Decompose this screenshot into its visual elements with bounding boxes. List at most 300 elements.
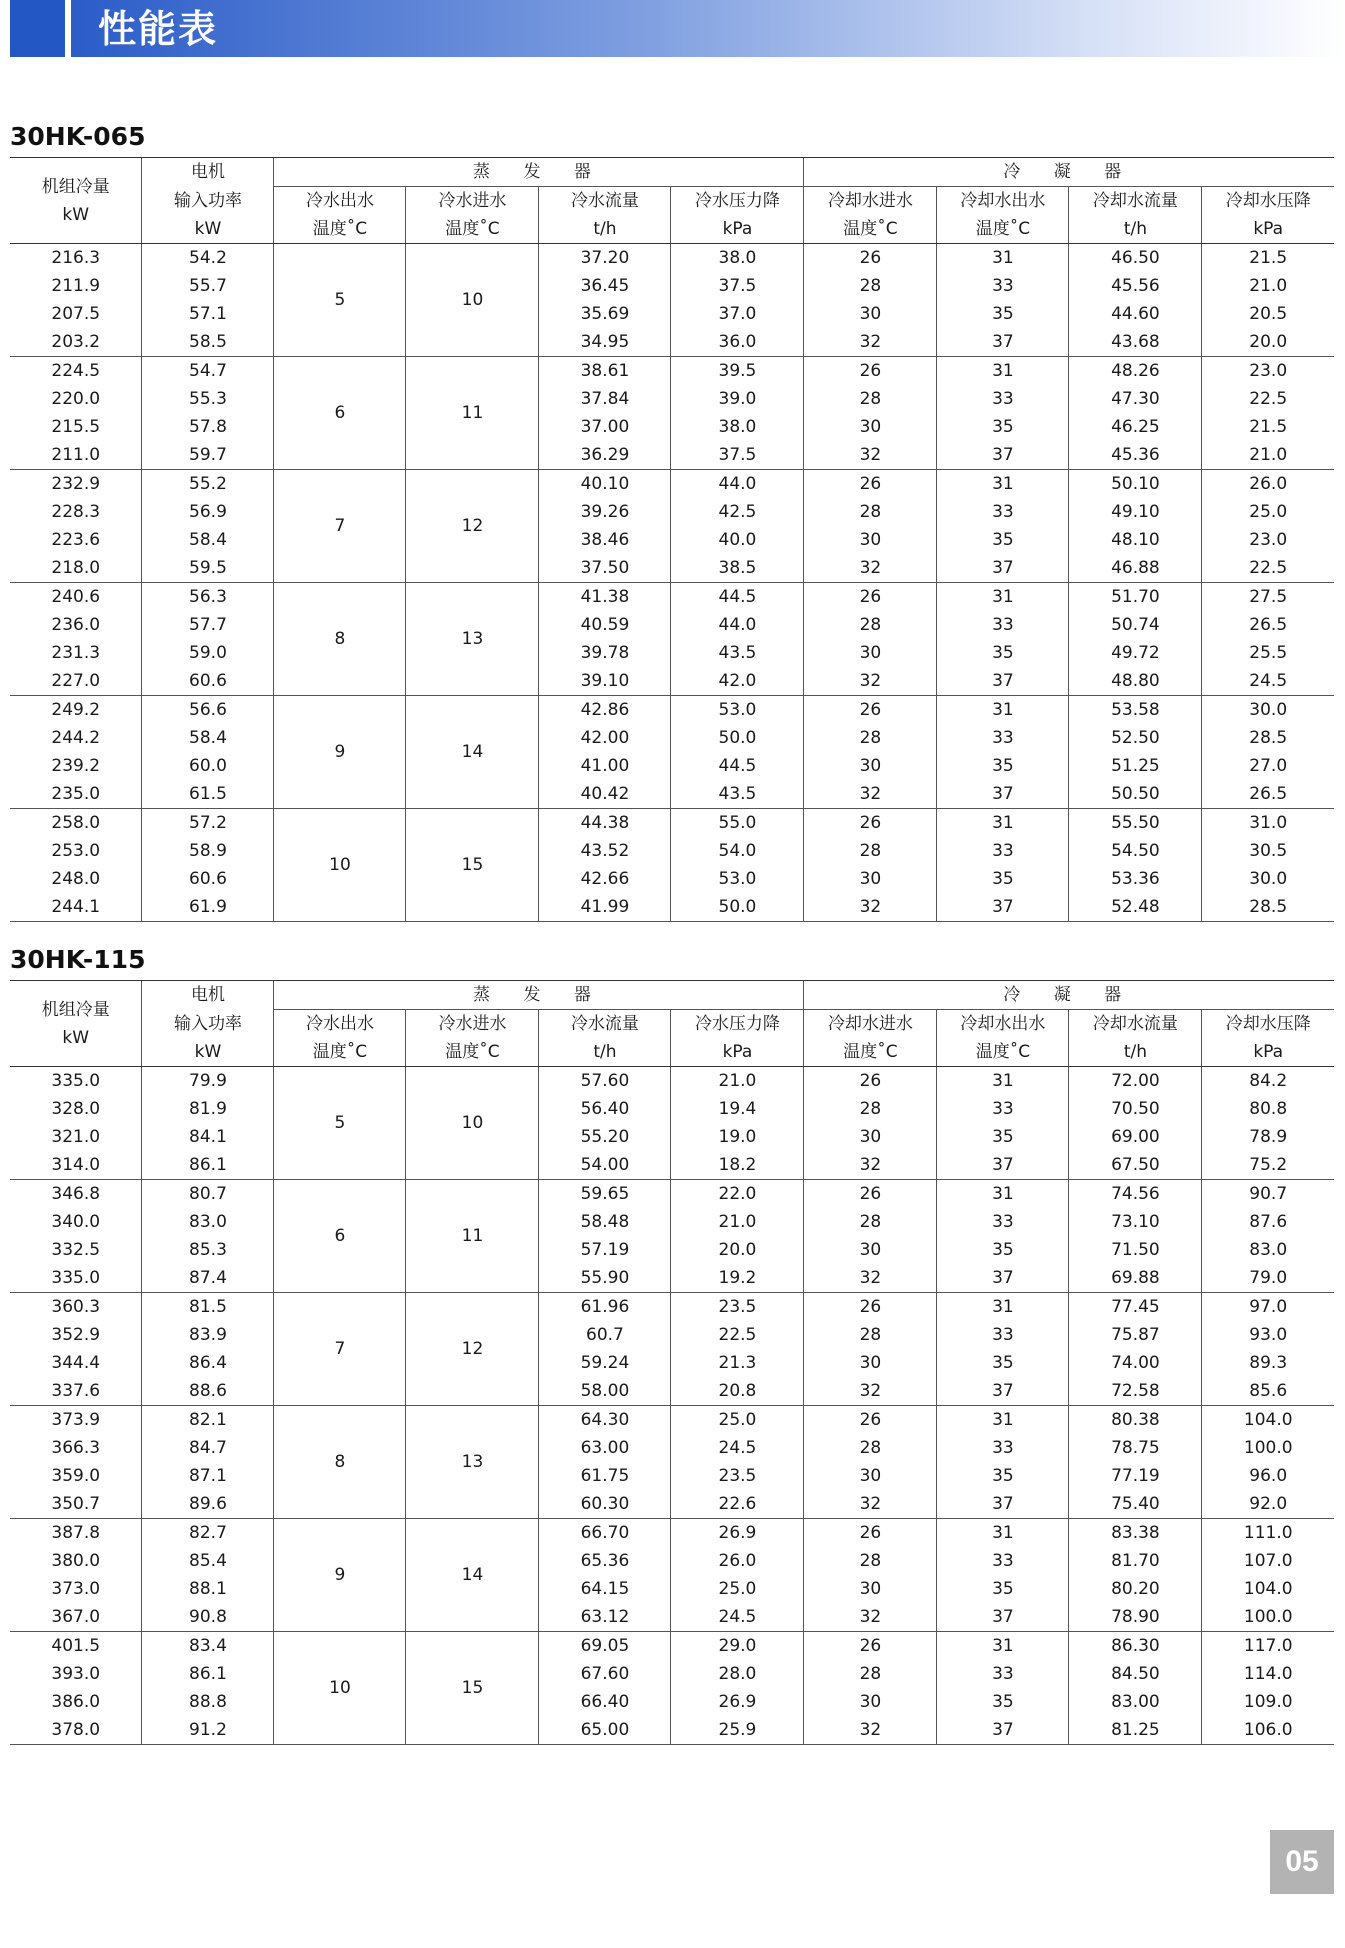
cell-motor-power: 86.4	[142, 1349, 274, 1377]
cell-cooling-out-temp: 35	[937, 865, 1069, 893]
cell-chilled-flow: 59.24	[539, 1349, 671, 1377]
cell-cooling-flow: 72.00	[1069, 1067, 1202, 1096]
cell-cooling-flow: 73.10	[1069, 1208, 1202, 1236]
cell-cooling-pressure-drop: 107.0	[1202, 1547, 1334, 1575]
cell-cooling-flow: 81.25	[1069, 1716, 1202, 1745]
cell-chilled-flow: 69.05	[539, 1632, 671, 1661]
header-motor: 电机	[142, 981, 274, 1010]
cell-cooling-out-temp: 31	[937, 809, 1069, 838]
page-title: 性能表	[98, 7, 219, 51]
cell-capacity: 380.0	[51, 1551, 101, 1571]
cell-cooling-pressure-drop: 104.0	[1202, 1406, 1334, 1435]
header-evap-col: 冷水流量	[539, 1010, 671, 1039]
cell-cooling-flow: 49.10	[1069, 498, 1202, 526]
cell-chilled-flow: 66.40	[539, 1688, 671, 1716]
table-row	[10, 413, 1334, 441]
cell-chilled-in-temp: 14	[406, 1519, 539, 1632]
table-row	[10, 554, 1334, 583]
cell-chilled-pressure-drop: 53.0	[671, 865, 804, 893]
cell-cooling-out-temp: 35	[937, 1123, 1069, 1151]
cell-chilled-pressure-drop: 18.2	[671, 1151, 804, 1180]
cell-cooling-flow: 45.36	[1069, 441, 1202, 470]
cell-chilled-pressure-drop: 54.0	[671, 837, 804, 865]
table-row	[10, 1236, 1334, 1264]
cell-cooling-in-temp: 26	[804, 583, 937, 612]
cell-chilled-in-temp: 11	[406, 1180, 539, 1293]
cell-cooling-in-temp: 32	[804, 1264, 937, 1293]
cell-chilled-pressure-drop: 24.5	[671, 1603, 804, 1632]
cell-chilled-flow: 37.00	[539, 413, 671, 441]
cell-cooling-in-temp: 32	[804, 1490, 937, 1519]
cell-motor-power: 84.1	[142, 1123, 274, 1151]
cell-cooling-flow: 50.50	[1069, 780, 1202, 809]
cell-capacity: 216.3	[51, 248, 101, 268]
cell-chilled-pressure-drop: 39.0	[671, 385, 804, 413]
cell-capacity: 387.8	[51, 1523, 101, 1543]
header-evap-unit: t/h	[539, 1038, 671, 1067]
cell-capacity: 346.8	[51, 1184, 101, 1204]
cell-capacity: 244.1	[10, 893, 142, 922]
cell-cooling-out-temp: 35	[937, 1462, 1069, 1490]
cell-cooling-in-temp: 26	[804, 244, 937, 273]
cell-cooling-flow: 71.50	[1069, 1236, 1202, 1264]
cell-chilled-out-temp: 10	[274, 1632, 406, 1745]
table-row	[10, 498, 1334, 526]
cell-chilled-pressure-drop: 29.0	[671, 1632, 804, 1661]
cell-chilled-in-temp: 11	[406, 357, 539, 470]
header-motor-sub: 输入功率	[142, 187, 274, 216]
cell-cooling-in-temp: 30	[804, 300, 937, 328]
cell-cooling-pressure-drop: 26.5	[1202, 780, 1334, 809]
cell-chilled-flow: 57.19	[539, 1236, 671, 1264]
cell-capacity: 215.5	[51, 417, 101, 437]
table-row	[10, 1688, 1334, 1716]
cell-cooling-in-temp: 28	[804, 1208, 937, 1236]
cell-cooling-pressure-drop: 75.2	[1202, 1151, 1334, 1180]
cell-cooling-out-temp: 35	[937, 526, 1069, 554]
header-row	[10, 158, 1334, 187]
model-title-2: 30HK-115	[10, 945, 146, 974]
cell-motor-power: 57.1	[142, 300, 274, 328]
cell-cooling-out-temp: 31	[937, 696, 1069, 725]
header-condenser: 冷 凝 器	[804, 981, 1334, 1010]
cell-chilled-flow: 65.36	[539, 1547, 671, 1575]
cell-cooling-flow: 70.50	[1069, 1095, 1202, 1123]
cell-chilled-pressure-drop: 37.5	[671, 272, 804, 300]
cell-capacity: 314.0	[10, 1151, 142, 1180]
header-motor-sub: 输入功率	[142, 1010, 274, 1039]
cell-chilled-out-temp: 7	[274, 470, 406, 583]
cell-chilled-flow: 39.10	[539, 667, 671, 696]
cell-cooling-pressure-drop: 100.0	[1202, 1434, 1334, 1462]
cell-chilled-pressure-drop: 38.0	[671, 413, 804, 441]
cell-cooling-pressure-drop: 106.0	[1202, 1716, 1334, 1745]
cell-cooling-in-temp: 30	[804, 1462, 937, 1490]
cell-capacity: 321.0	[51, 1127, 101, 1147]
cell-capacity: 223.6	[51, 530, 101, 550]
cell-capacity: 228.3	[51, 502, 101, 522]
header-gradient-bar	[71, 0, 1345, 57]
cell-chilled-flow: 57.60	[539, 1067, 671, 1096]
header-row	[10, 187, 1334, 216]
cell-cooling-flow: 48.10	[1069, 526, 1202, 554]
cell-chilled-flow: 40.10	[539, 470, 671, 499]
cell-cooling-out-temp: 35	[937, 752, 1069, 780]
cell-chilled-pressure-drop: 21.0	[671, 1067, 804, 1096]
cell-cooling-out-temp: 37	[937, 780, 1069, 809]
header-evap-col: 冷水出水	[274, 1010, 406, 1039]
cell-chilled-in-temp: 13	[406, 583, 539, 696]
cell-chilled-flow: 65.00	[539, 1716, 671, 1745]
header-evap-col: 冷水进水	[406, 1010, 539, 1039]
cell-chilled-flow: 41.00	[539, 752, 671, 780]
cell-chilled-flow: 39.26	[539, 498, 671, 526]
cell-chilled-pressure-drop: 24.5	[671, 1434, 804, 1462]
cell-cooling-out-temp: 37	[937, 1716, 1069, 1745]
header-cond-col: 冷却水出水	[937, 1010, 1069, 1039]
header-evap-col: 冷水压力降	[671, 187, 804, 216]
cell-cooling-flow: 74.56	[1069, 1180, 1202, 1209]
table-row	[10, 441, 1334, 470]
cell-cooling-pressure-drop: 79.0	[1202, 1264, 1334, 1293]
cell-cooling-out-temp: 35	[937, 1236, 1069, 1264]
cell-cooling-pressure-drop: 30.0	[1202, 696, 1334, 725]
table-row	[10, 1547, 1334, 1575]
cell-cooling-out-temp: 33	[937, 1660, 1069, 1688]
cell-chilled-pressure-drop: 26.0	[671, 1547, 804, 1575]
cell-chilled-pressure-drop: 37.0	[671, 300, 804, 328]
cell-chilled-pressure-drop: 55.0	[671, 809, 804, 838]
cell-cooling-out-temp: 37	[937, 667, 1069, 696]
cell-cooling-in-temp: 28	[804, 1660, 937, 1688]
table-row	[10, 1462, 1334, 1490]
cell-cooling-pressure-drop: 80.8	[1202, 1095, 1334, 1123]
cell-capacity: 239.2	[51, 756, 101, 776]
cell-cooling-in-temp: 30	[804, 1688, 937, 1716]
cell-capacity: 203.2	[10, 328, 142, 357]
cell-chilled-pressure-drop: 36.0	[671, 328, 804, 357]
cell-cooling-out-temp: 31	[937, 470, 1069, 499]
cell-cooling-in-temp: 28	[804, 1321, 937, 1349]
table-row	[10, 837, 1334, 865]
cell-motor-power: 88.6	[142, 1377, 274, 1406]
model-title-1: 30HK-065	[10, 122, 146, 151]
cell-cooling-pressure-drop: 104.0	[1202, 1575, 1334, 1603]
cell-chilled-flow: 34.95	[539, 328, 671, 357]
cell-cooling-pressure-drop: 117.0	[1202, 1632, 1334, 1661]
cell-cooling-in-temp: 32	[804, 441, 937, 470]
header-capacity	[10, 158, 142, 244]
cell-cooling-out-temp: 31	[937, 1067, 1069, 1096]
header-evaporator: 蒸 发 器	[274, 981, 804, 1010]
cell-cooling-out-temp: 37	[937, 893, 1069, 922]
cell-cooling-in-temp: 26	[804, 1067, 937, 1096]
header-cond-col: 冷却水压降	[1202, 1010, 1334, 1039]
cell-cooling-pressure-drop: 28.5	[1202, 893, 1334, 922]
cell-chilled-flow: 37.84	[539, 385, 671, 413]
header-cond-col: 冷却水出水	[937, 187, 1069, 216]
cell-cooling-flow: 50.10	[1069, 470, 1202, 499]
cell-motor-power: 85.4	[142, 1547, 274, 1575]
cell-chilled-pressure-drop: 21.0	[671, 1208, 804, 1236]
cell-motor-power: 88.8	[142, 1688, 274, 1716]
header-evap-unit: kPa	[671, 1038, 804, 1067]
table-row	[10, 470, 1334, 499]
cell-cooling-flow: 51.70	[1069, 583, 1202, 612]
cell-motor-power: 60.0	[142, 752, 274, 780]
cell-cooling-flow: 83.00	[1069, 1688, 1202, 1716]
cell-chilled-pressure-drop: 22.6	[671, 1490, 804, 1519]
cell-cooling-in-temp: 26	[804, 1293, 937, 1322]
cell-chilled-out-temp: 5	[274, 1067, 406, 1180]
cell-chilled-pressure-drop: 44.0	[671, 611, 804, 639]
cell-cooling-out-temp: 37	[937, 1151, 1069, 1180]
cell-cooling-in-temp: 32	[804, 780, 937, 809]
cell-chilled-pressure-drop: 43.5	[671, 780, 804, 809]
cell-motor-power: 83.0	[142, 1208, 274, 1236]
cell-capacity: 335.0	[51, 1071, 101, 1091]
cell-cooling-out-temp: 37	[937, 328, 1069, 357]
cell-cooling-pressure-drop: 78.9	[1202, 1123, 1334, 1151]
cell-cooling-pressure-drop: 27.0	[1202, 752, 1334, 780]
header-row	[10, 981, 1334, 1010]
cell-cooling-out-temp: 31	[937, 1406, 1069, 1435]
cell-motor-power: 91.2	[142, 1716, 274, 1745]
cell-chilled-pressure-drop: 22.5	[671, 1321, 804, 1349]
header-cond-unit: kPa	[1202, 215, 1334, 244]
cell-cooling-in-temp: 26	[804, 357, 937, 386]
cell-motor-power: 86.1	[142, 1660, 274, 1688]
cell-motor-power: 90.8	[142, 1603, 274, 1632]
cell-cooling-in-temp: 28	[804, 724, 937, 752]
cell-chilled-flow: 58.48	[539, 1208, 671, 1236]
cell-chilled-out-temp: 8	[274, 583, 406, 696]
cell-chilled-out-temp: 6	[274, 1180, 406, 1293]
cell-cooling-out-temp: 31	[937, 1519, 1069, 1548]
table-row	[10, 1123, 1334, 1151]
header-cond-unit: t/h	[1069, 1038, 1202, 1067]
cell-motor-power: 61.5	[142, 780, 274, 809]
page-header-banner	[0, 0, 1345, 57]
table-row	[10, 272, 1334, 300]
cell-chilled-pressure-drop: 26.9	[671, 1519, 804, 1548]
cell-motor-power: 56.9	[142, 498, 274, 526]
cell-cooling-in-temp: 32	[804, 893, 937, 922]
cell-cooling-in-temp: 28	[804, 385, 937, 413]
cell-cooling-flow: 69.88	[1069, 1264, 1202, 1293]
cell-chilled-pressure-drop: 50.0	[671, 893, 804, 922]
cell-capacity: 211.9	[51, 276, 101, 296]
cell-capacity: 232.9	[51, 474, 101, 494]
cell-capacity: 248.0	[51, 869, 101, 889]
cell-capacity: 235.0	[10, 780, 142, 809]
cell-cooling-out-temp: 35	[937, 1575, 1069, 1603]
cell-chilled-pressure-drop: 37.5	[671, 441, 804, 470]
header-evap-unit: 温度˚C	[274, 215, 406, 244]
cell-chilled-pressure-drop: 25.9	[671, 1716, 804, 1745]
cell-chilled-pressure-drop: 44.5	[671, 583, 804, 612]
cell-cooling-pressure-drop: 21.0	[1202, 441, 1334, 470]
cell-cooling-in-temp: 28	[804, 1547, 937, 1575]
cell-chilled-pressure-drop: 40.0	[671, 526, 804, 554]
cell-capacity: 378.0	[10, 1716, 142, 1745]
cell-cooling-in-temp: 30	[804, 1123, 937, 1151]
cell-cooling-pressure-drop: 27.5	[1202, 583, 1334, 612]
cell-cooling-flow: 48.80	[1069, 667, 1202, 696]
cell-cooling-pressure-drop: 24.5	[1202, 667, 1334, 696]
cell-capacity: 401.5	[51, 1636, 101, 1656]
table-row	[10, 1377, 1334, 1406]
cell-cooling-in-temp: 28	[804, 498, 937, 526]
cell-cooling-in-temp: 32	[804, 1716, 937, 1745]
header-capacity-unit: kW	[62, 1027, 90, 1048]
cell-capacity: 335.0	[10, 1264, 142, 1293]
cell-chilled-flow: 67.60	[539, 1660, 671, 1688]
cell-chilled-flow: 36.45	[539, 272, 671, 300]
cell-cooling-in-temp: 26	[804, 696, 937, 725]
cell-cooling-pressure-drop: 109.0	[1202, 1688, 1334, 1716]
cell-chilled-out-temp: 9	[274, 1519, 406, 1632]
cell-chilled-flow: 42.00	[539, 724, 671, 752]
cell-motor-power: 83.4	[142, 1632, 274, 1661]
cell-chilled-flow: 55.90	[539, 1264, 671, 1293]
cell-cooling-pressure-drop: 21.0	[1202, 272, 1334, 300]
cell-capacity: 359.0	[51, 1466, 101, 1486]
cell-motor-power: 60.6	[142, 865, 274, 893]
cell-capacity: 231.3	[51, 643, 101, 663]
cell-capacity: 352.9	[51, 1325, 101, 1345]
cell-motor-power: 55.3	[142, 385, 274, 413]
table-row	[10, 696, 1334, 725]
cell-capacity: 218.0	[10, 554, 142, 583]
cell-cooling-pressure-drop: 93.0	[1202, 1321, 1334, 1349]
table-row	[10, 1180, 1334, 1209]
cell-chilled-flow: 58.00	[539, 1377, 671, 1406]
cell-chilled-pressure-drop: 21.3	[671, 1349, 804, 1377]
cell-chilled-flow: 41.38	[539, 583, 671, 612]
table-row	[10, 583, 1334, 612]
cell-cooling-flow: 46.50	[1069, 244, 1202, 273]
header-cond-unit: 温度˚C	[804, 1038, 937, 1067]
header-row	[10, 1010, 1334, 1039]
cell-motor-power: 61.9	[142, 893, 274, 922]
table-row	[10, 1660, 1334, 1688]
cell-motor-power: 89.6	[142, 1490, 274, 1519]
cell-capacity: 224.5	[51, 361, 101, 381]
cell-cooling-pressure-drop: 89.3	[1202, 1349, 1334, 1377]
cell-cooling-in-temp: 32	[804, 1151, 937, 1180]
cell-cooling-flow: 75.40	[1069, 1490, 1202, 1519]
cell-cooling-in-temp: 32	[804, 1377, 937, 1406]
cell-chilled-out-temp: 9	[274, 696, 406, 809]
cell-cooling-in-temp: 30	[804, 1575, 937, 1603]
cell-cooling-in-temp: 26	[804, 470, 937, 499]
header-cond-unit: t/h	[1069, 215, 1202, 244]
table-row	[10, 526, 1334, 554]
cell-chilled-pressure-drop: 19.4	[671, 1095, 804, 1123]
cell-chilled-pressure-drop: 26.9	[671, 1688, 804, 1716]
cell-cooling-flow: 81.70	[1069, 1547, 1202, 1575]
cell-chilled-out-temp: 7	[274, 1293, 406, 1406]
cell-chilled-pressure-drop: 42.0	[671, 667, 804, 696]
table-row	[10, 1603, 1334, 1632]
cell-cooling-out-temp: 33	[937, 837, 1069, 865]
header-cond-col: 冷却水进水	[804, 1010, 937, 1039]
cell-cooling-flow: 51.25	[1069, 752, 1202, 780]
cell-motor-power: 86.1	[142, 1151, 274, 1180]
cell-cooling-in-temp: 28	[804, 1095, 937, 1123]
performance-table-2	[10, 980, 1334, 1745]
cell-motor-power: 81.9	[142, 1095, 274, 1123]
table-row	[10, 1208, 1334, 1236]
cell-chilled-in-temp: 10	[406, 1067, 539, 1180]
cell-cooling-flow: 55.50	[1069, 809, 1202, 838]
cell-cooling-out-temp: 31	[937, 1180, 1069, 1209]
cell-cooling-in-temp: 26	[804, 1632, 937, 1661]
cell-cooling-pressure-drop: 96.0	[1202, 1462, 1334, 1490]
cell-cooling-pressure-drop: 21.5	[1202, 413, 1334, 441]
header-evap-col: 冷水压力降	[671, 1010, 804, 1039]
cell-chilled-out-temp: 10	[274, 809, 406, 922]
table-row	[10, 1095, 1334, 1123]
cell-cooling-pressure-drop: 23.0	[1202, 526, 1334, 554]
header-cond-col: 冷却水进水	[804, 187, 937, 216]
cell-cooling-in-temp: 26	[804, 1406, 937, 1435]
table-row	[10, 1293, 1334, 1322]
cell-motor-power: 82.7	[142, 1519, 274, 1548]
cell-cooling-out-temp: 33	[937, 611, 1069, 639]
table-row	[10, 752, 1334, 780]
cell-chilled-in-temp: 12	[406, 1293, 539, 1406]
cell-cooling-out-temp: 37	[937, 554, 1069, 583]
table-row	[10, 244, 1334, 273]
cell-motor-power: 59.0	[142, 639, 274, 667]
cell-motor-power: 87.4	[142, 1264, 274, 1293]
cell-capacity: 367.0	[10, 1603, 142, 1632]
cell-cooling-flow: 72.58	[1069, 1377, 1202, 1406]
cell-chilled-flow: 61.75	[539, 1462, 671, 1490]
table-row	[10, 300, 1334, 328]
cell-cooling-in-temp: 32	[804, 1603, 937, 1632]
cell-chilled-flow: 44.38	[539, 809, 671, 838]
header-cond-unit: 温度˚C	[937, 215, 1069, 244]
cell-chilled-flow: 36.29	[539, 441, 671, 470]
cell-capacity: 373.0	[51, 1579, 101, 1599]
cell-cooling-pressure-drop: 25.0	[1202, 498, 1334, 526]
cell-chilled-in-temp: 12	[406, 470, 539, 583]
cell-cooling-flow: 46.25	[1069, 413, 1202, 441]
header-accent-square	[10, 0, 65, 57]
cell-cooling-out-temp: 33	[937, 1208, 1069, 1236]
cell-capacity: 227.0	[10, 667, 142, 696]
table-row	[10, 1067, 1334, 1096]
cell-motor-power: 59.5	[142, 554, 274, 583]
cell-cooling-out-temp: 33	[937, 1434, 1069, 1462]
header-evap-unit: 温度˚C	[406, 1038, 539, 1067]
header-evap-unit: kPa	[671, 215, 804, 244]
cell-cooling-in-temp: 30	[804, 526, 937, 554]
cell-cooling-in-temp: 30	[804, 639, 937, 667]
cell-cooling-out-temp: 33	[937, 272, 1069, 300]
cell-motor-power: 60.6	[142, 667, 274, 696]
cell-cooling-in-temp: 32	[804, 328, 937, 357]
cell-capacity: 373.9	[51, 1410, 101, 1430]
header-cond-unit: kPa	[1202, 1038, 1334, 1067]
cell-cooling-in-temp: 28	[804, 272, 937, 300]
header-evap-col: 冷水流量	[539, 187, 671, 216]
header-condenser: 冷 凝 器	[804, 158, 1334, 187]
cell-chilled-pressure-drop: 22.0	[671, 1180, 804, 1209]
